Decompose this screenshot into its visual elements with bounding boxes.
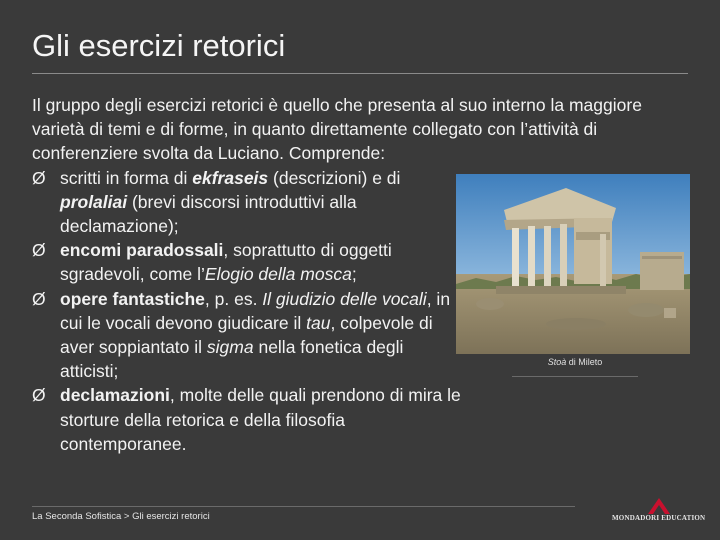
caption-place: di Mileto (566, 357, 603, 367)
work-title: Elogio della mosca (204, 264, 352, 285)
letter-tau: tau (306, 312, 331, 333)
bullet-text: , molte delle quali prendono di mira le storture della retorica e della filosofia contemporanee. (60, 385, 461, 454)
bullet-text: (descrizioni) e di (268, 167, 401, 188)
footer-breadcrumb: La Seconda Sofistica > Gli esercizi retorici (32, 511, 210, 522)
list-item (32, 238, 465, 286)
term-prolaliai: prolaliai (60, 191, 128, 212)
intro-paragraph: Il gruppo degli esercizi retorici è quello che presenta al suo interno la maggiore varietà di temi e di forme, in quanto direttamente collegato con l’attività di conferenziere svolta da Luciano. Comprende: (32, 95, 642, 164)
stoa-photo (456, 174, 690, 354)
arrow-bullet-icon: Ø (32, 288, 46, 309)
term-declamazioni: declamazioni (60, 385, 170, 406)
bullet-text: ; (351, 264, 357, 285)
bullet-text: scritti in forma di (60, 167, 193, 188)
arrow-bullet-icon: Ø (32, 167, 46, 188)
term-ekfraseis: ekfraseis (192, 167, 269, 188)
footer-divider (32, 506, 575, 507)
bullet-text: nella fonetica degli atticisti; (60, 337, 404, 382)
term-encomi: encomi paradossali (60, 240, 224, 261)
list-item (32, 166, 465, 239)
bullet-text: , p. es. (204, 288, 263, 309)
arrow-bullet-icon: Ø (32, 385, 46, 406)
title-divider (32, 73, 688, 74)
caption-stoa: Stoà (547, 357, 567, 367)
arrow-bullet-icon: Ø (32, 240, 46, 261)
list-item (32, 287, 465, 384)
bullet-text: , in cui le vocali devono giudicare il (60, 288, 451, 333)
term-opere: opere fantastiche (60, 288, 205, 309)
caption-divider (512, 376, 638, 377)
bullet-text: , colpevole di aver soppiantato il (60, 312, 433, 358)
work-title: Il giudizio delle vocali (262, 288, 427, 309)
bullet-text: , soprattutto di oggetti sgradevoli, come l’ (60, 240, 392, 285)
slide-title: Gli esercizi retorici (32, 28, 286, 63)
mondadori-logo-icon (646, 497, 672, 515)
bullet-text: (brevi discorsi introduttivi alla declamazione); (60, 191, 357, 237)
letter-sigma: sigma (206, 337, 254, 358)
publisher-logo-text: MONDADORI EDUCATION (612, 514, 706, 522)
image-caption (512, 357, 638, 367)
list-item (32, 383, 465, 456)
